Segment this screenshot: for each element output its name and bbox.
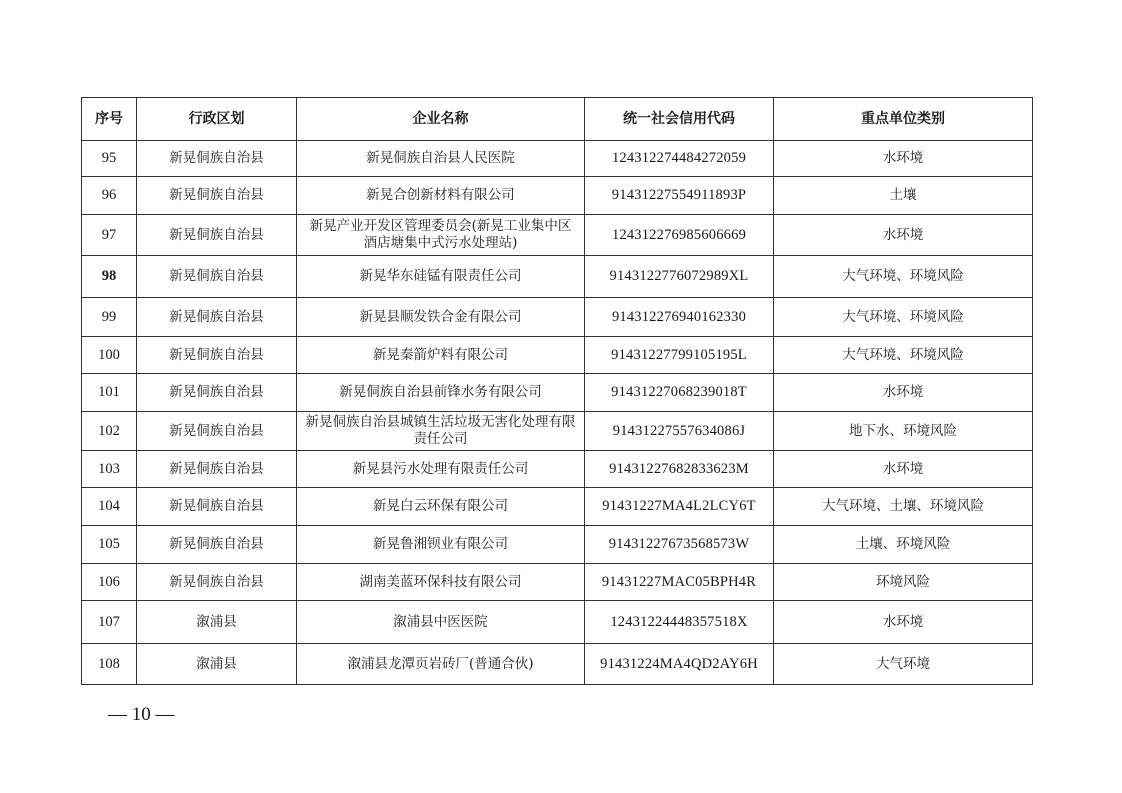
- row-category: 土壤、环境风险: [774, 526, 1033, 564]
- row-region: 新晃侗族自治县: [137, 215, 297, 256]
- row-no: 107: [82, 601, 137, 644]
- header-credit-code: 统一社会信用代码: [585, 98, 774, 141]
- row-no: 96: [82, 177, 137, 215]
- row-credit-code: 91431227557634086J: [585, 412, 774, 451]
- table-row: [82, 298, 1033, 337]
- row-region: 新晃侗族自治县: [137, 451, 297, 488]
- table-row: [82, 412, 1033, 451]
- table-row: [82, 488, 1033, 526]
- row-region: 新晃侗族自治县: [137, 488, 297, 526]
- table-row: [82, 601, 1033, 644]
- row-credit-code: 124312276985606669: [585, 215, 774, 256]
- row-region: 新晃侗族自治县: [137, 337, 297, 374]
- row-region: 新晃侗族自治县: [137, 374, 297, 412]
- table-header-row: [82, 98, 1033, 141]
- row-credit-code: 914312276940162330: [585, 298, 774, 337]
- header-enterprise-name: 企业名称: [297, 98, 585, 141]
- row-enterprise-name: 湖南美蓝环保科技有限公司: [297, 564, 585, 601]
- row-region: 新晃侗族自治县: [137, 177, 297, 215]
- table-row: [82, 177, 1033, 215]
- row-category: 大气环境、环境风险: [774, 337, 1033, 374]
- row-category: 土壤: [774, 177, 1033, 215]
- row-credit-code: 91431227799105195L: [585, 337, 774, 374]
- page-number: — 10 —: [108, 704, 175, 725]
- row-no: 105: [82, 526, 137, 564]
- row-region: 新晃侗族自治县: [137, 256, 297, 298]
- row-enterprise-name: 新晃华东硅锰有限责任公司: [297, 256, 585, 298]
- row-enterprise-name: 新晃县污水处理有限责任公司: [297, 451, 585, 488]
- row-category: 水环境: [774, 215, 1033, 256]
- row-enterprise-name: 新晃侗族自治县前锋水务有限公司: [297, 374, 585, 412]
- table-row: [82, 141, 1033, 177]
- header-region: 行政区划: [137, 98, 297, 141]
- row-credit-code: 91431227MAC05BPH4R: [585, 564, 774, 601]
- row-credit-code: 91431227068239018T: [585, 374, 774, 412]
- row-enterprise-name: 新晃合创新材料有限公司: [297, 177, 585, 215]
- row-category: 水环境: [774, 141, 1033, 177]
- row-credit-code: 91431227673568573W: [585, 526, 774, 564]
- row-credit-code: 12431224448357518X: [585, 601, 774, 644]
- row-category: 大气环境、环境风险: [774, 256, 1033, 298]
- row-no: 97: [82, 215, 137, 256]
- enterprise-table: [81, 97, 1033, 685]
- row-region: 溆浦县: [137, 601, 297, 644]
- row-enterprise-name: 新晃秦箭炉料有限公司: [297, 337, 585, 374]
- row-enterprise-name: 新晃白云环保有限公司: [297, 488, 585, 526]
- row-no: 106: [82, 564, 137, 601]
- row-category: 地下水、环境风险: [774, 412, 1033, 451]
- row-credit-code: 91431227554911893P: [585, 177, 774, 215]
- row-credit-code: 124312274484272059: [585, 141, 774, 177]
- row-region: 新晃侗族自治县: [137, 564, 297, 601]
- row-credit-code: 9143122776072989XL: [585, 256, 774, 298]
- header-no: 序号: [82, 98, 137, 141]
- row-enterprise-name: 新晃县顺发铁合金有限公司: [297, 298, 585, 337]
- table-row: [82, 644, 1033, 685]
- row-no: 98: [82, 256, 137, 298]
- row-no: 99: [82, 298, 137, 337]
- row-enterprise-name: 溆浦县中医医院: [297, 601, 585, 644]
- row-category: 水环境: [774, 374, 1033, 412]
- row-category: 大气环境: [774, 644, 1033, 685]
- row-credit-code: 91431227682833623M: [585, 451, 774, 488]
- row-no: 103: [82, 451, 137, 488]
- row-enterprise-name: 新晃侗族自治县人民医院: [297, 141, 585, 177]
- row-category: 水环境: [774, 451, 1033, 488]
- row-region: 新晃侗族自治县: [137, 526, 297, 564]
- header-category: 重点单位类别: [774, 98, 1033, 141]
- row-category: 大气环境、土壤、环境风险: [774, 488, 1033, 526]
- row-region: 新晃侗族自治县: [137, 412, 297, 451]
- row-category: 水环境: [774, 601, 1033, 644]
- row-category: 环境风险: [774, 564, 1033, 601]
- row-credit-code: 91431224MA4QD2AY6H: [585, 644, 774, 685]
- table-row: [82, 374, 1033, 412]
- row-region: 新晃侗族自治县: [137, 141, 297, 177]
- table-row: [82, 337, 1033, 374]
- table-row: [82, 215, 1033, 256]
- row-no: 104: [82, 488, 137, 526]
- table-row: [82, 256, 1033, 298]
- table-row: [82, 526, 1033, 564]
- table-row: [82, 451, 1033, 488]
- row-enterprise-name: 溆浦县龙潭页岩砖厂(普通合伙): [297, 644, 585, 685]
- row-enterprise-name: 新晃产业开发区管理委员会(新晃工业集中区酒店塘集中式污水处理站): [297, 215, 585, 256]
- row-category: 大气环境、环境风险: [774, 298, 1033, 337]
- row-no: 100: [82, 337, 137, 374]
- row-no: 102: [82, 412, 137, 451]
- row-no: 101: [82, 374, 137, 412]
- row-no: 95: [82, 141, 137, 177]
- row-region: 新晃侗族自治县: [137, 298, 297, 337]
- row-no: 108: [82, 644, 137, 685]
- row-region: 溆浦县: [137, 644, 297, 685]
- table-row: [82, 564, 1033, 601]
- row-enterprise-name: 新晃鲁湘钡业有限公司: [297, 526, 585, 564]
- row-enterprise-name: 新晃侗族自治县城镇生活垃圾无害化处理有限责任公司: [297, 412, 585, 451]
- row-credit-code: 91431227MA4L2LCY6T: [585, 488, 774, 526]
